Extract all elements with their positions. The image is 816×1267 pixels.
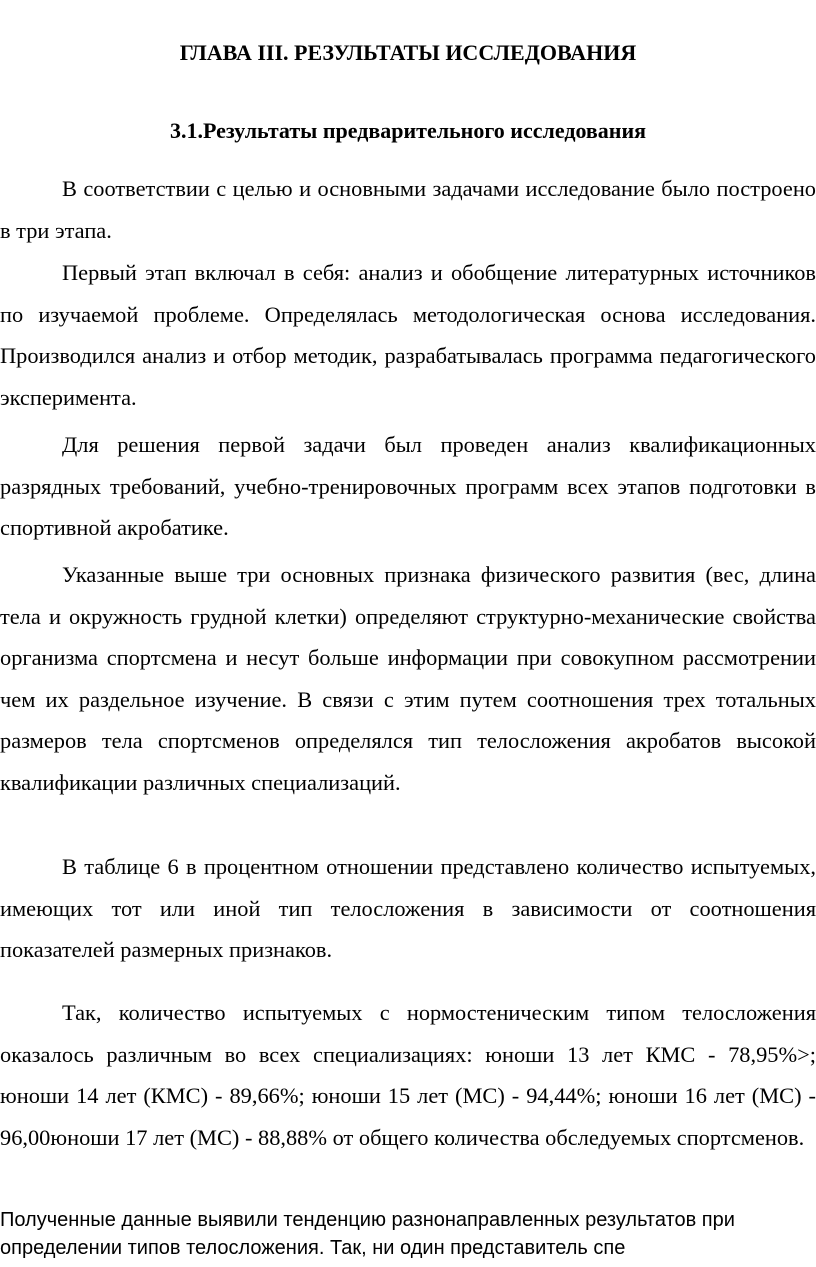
paragraph-text: В соответствии с целью и основными задачами исследование было построено в три этапа. — [0, 176, 816, 243]
paragraph-text: Так, количество испытуемых с нормостеническим типом телосложения оказалось различным во всех специализациях: юноши 13 лет КМС - 78,95%>; юноши 14 лет (КМС) - 89,66%; юноши 15 лет (МС) - 94,44%; юноши 16 лет (МС) - 96,00юноши 17 лет (МС) - 88,88% от общего количества обследуемых спортсменов. — [0, 1000, 816, 1150]
paragraph — [0, 424, 816, 549]
paragraph — [0, 846, 816, 971]
paragraph — [0, 168, 816, 251]
paragraph-text: Указанные выше три основных признака физического развития (вес, длина тела и окружность грудной клетки) определяют структурно-механические свойства организма спортсмена и несут больше информации при совокупном рассмотрении чем их раздельное изучение. В связи с этим путем соотношения трех тотальных размеров тела спортсменов определялся тип телосложения акробатов высокой квалификации различных специализаций. — [0, 562, 816, 795]
paragraph-text: Первый этап включал в себя: анализ и обобщение литературных источников по изучаемой проблеме. Определялась методологическая основа исследования. Производился анализ и отбор методик, разрабатывалась программа педагогического эксперимента. — [0, 260, 816, 410]
paragraph — [0, 992, 816, 1158]
paragraph — [0, 252, 816, 418]
paragraph-text: В таблице 6 в процентном отношении представлено количество испытуемых, имеющих тот или иной тип телосложения в зависимости от соотношения показателей размерных признаков. — [0, 854, 816, 963]
paragraph-text: Для решения первой задачи был проведен анализ квалификационных разрядных требований, учебно-тренировочных программ всех этапов подготовки в спортивной акробатике. — [0, 432, 816, 541]
paragraph — [0, 554, 816, 804]
section-title: 3.1.Результаты предварительного исследования — [169, 118, 647, 143]
trailing-paragraph: Полученные данные выявили тенденцию разнонаправленных результатов при определении типов телосложения. Так, ни один представитель спе — [0, 1209, 735, 1259]
chapter-title: ГЛАВА III. РЕЗУЛЬТАТЫ ИССЛЕДОВАНИЯ — [179, 40, 637, 65]
